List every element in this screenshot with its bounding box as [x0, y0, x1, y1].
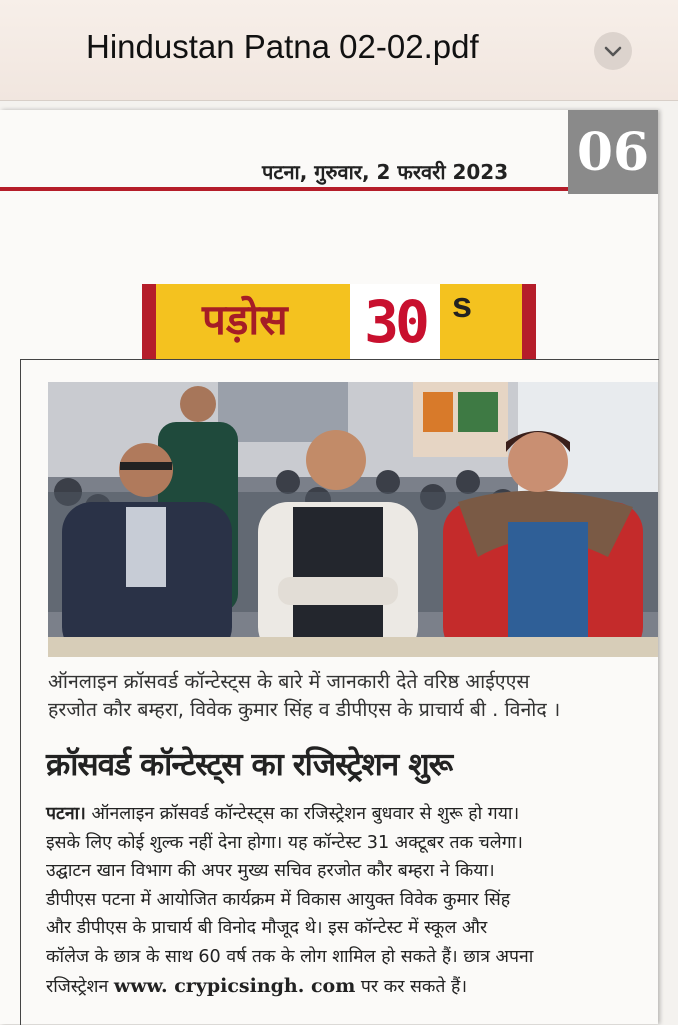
- body-line: [46, 972, 656, 1002]
- article-dateline: पटना।: [46, 804, 86, 824]
- newspaper-page[interactable]: [0, 110, 658, 1024]
- body-text: पर कर सकते हैं।: [355, 976, 468, 997]
- caption-line: ऑनलाइन क्रॉसवर्ड कॉन्टेस्ट्स के बारे में जानकारी देते वरिष्ठ आईएएस: [48, 670, 530, 693]
- body-line: और डीपीएस के प्राचार्य बी विनोद मौजूद थे। इस कॉन्टेस्ट में स्कूल और: [46, 918, 488, 939]
- document-title[interactable]: Hindustan Patna 02-02.pdf: [86, 28, 479, 65]
- registration-url[interactable]: www. crypicsingh. com: [113, 974, 356, 997]
- body-line: उद्घाटन खान विभाग की अपर मुख्य सचिव हरजोत कौर बम्हरा ने किया।: [46, 861, 495, 882]
- page-number: 06: [568, 110, 658, 194]
- header-rule: [0, 187, 568, 191]
- chevron-down-icon: [603, 44, 623, 58]
- body-line: इसके लिए कोई शुल्क नहीं देना होगा। यह कॉन्टेस्ट 31 अक्टूबर तक चलेगा।: [46, 832, 523, 853]
- document-options-button[interactable]: [594, 32, 632, 70]
- body-line: [46, 800, 656, 829]
- section-title: पड़ोस: [202, 295, 288, 344]
- newspaper-dateline: पटना, गुरुवार, 2 फरवरी 2023: [262, 160, 509, 184]
- section-banner: [142, 284, 536, 360]
- article-body: [46, 800, 656, 1001]
- body-line: कॉलेज के छात्र के साथ 60 वर्ष तक के लोग शामिल हो सकते हैं। छात्र अपना: [46, 946, 534, 967]
- viewer-header: [0, 0, 678, 101]
- photo-caption: [48, 668, 648, 724]
- caption-line: हरजोत कौर बम्हरा, विवेक कुमार सिंह व डीपीएस के प्राचार्य बी . विनोद ।: [48, 698, 561, 721]
- section-suffix: s: [452, 284, 473, 325]
- body-text: ऑनलाइन क्रॉसवर्ड कॉन्टेस्ट्स का रजिस्ट्रेशन बुधवार से शुरू हो गया।: [85, 804, 520, 824]
- body-line: डीपीएस पटना में आयोजित कार्यक्रम में विकास आयुक्त विवेक कुमार सिंह: [46, 889, 511, 910]
- article-photo: [48, 382, 658, 657]
- section-number: 30: [350, 284, 440, 360]
- body-text: रजिस्ट्रेशन: [46, 976, 114, 997]
- article-headline: क्रॉसवर्ड कॉन्टेस्ट्स का रजिस्ट्रेशन शुरू: [46, 747, 453, 783]
